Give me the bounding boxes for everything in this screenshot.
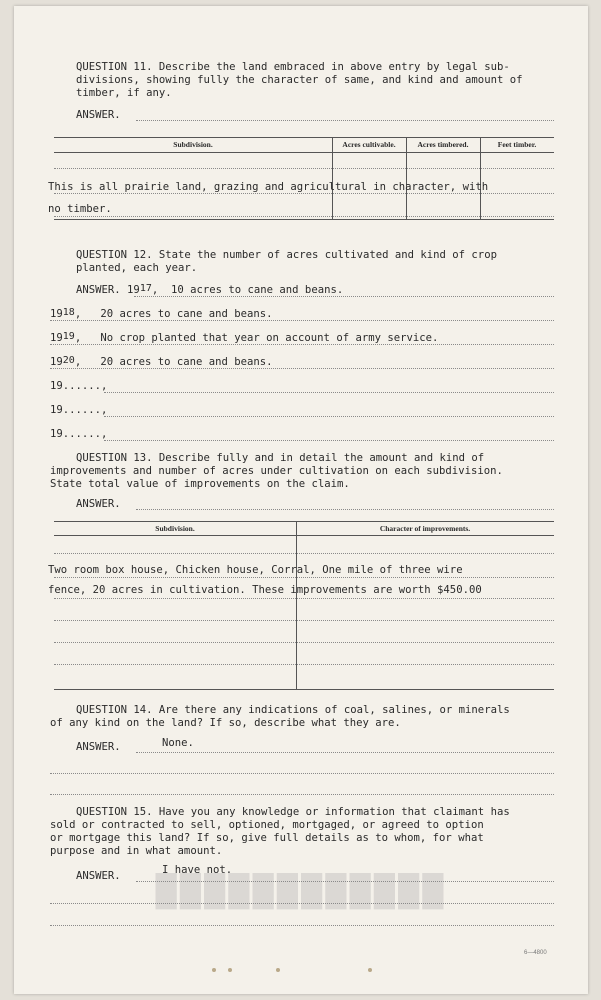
q11-answer-line-2: no timber. [48, 203, 112, 215]
q14-line-1: QUESTION 14. Are there any indications of coal, salines, or minerals [76, 704, 510, 716]
form-number: 6—4800 [524, 950, 547, 956]
q15-line-1: QUESTION 15. Have you any knowledge or information that claimant has [76, 806, 510, 818]
q12-row-4: 1920, 20 acres to cane and beans. [50, 355, 273, 368]
year-prefix: 19 [50, 332, 63, 344]
document-page [14, 6, 588, 994]
q14-line-2: of any kind on the land? If so, describe what they are. [50, 717, 401, 729]
q15-line-4: purpose and in what amount. [50, 845, 223, 857]
q12-row-1: ANSWER. 1917, 10 acres to cane and beans. [76, 283, 344, 296]
q12-dotline-6 [104, 416, 554, 417]
year-value: 18 [62, 307, 75, 318]
q11-header-acres-cultivable: Acres cultivable. [342, 140, 396, 149]
q13-answer-line-2: fence, 20 acres in cultivation. These improvements are worth $450.00 [48, 584, 482, 596]
q13-header-subdivision: Subdivision. [155, 524, 195, 533]
crop-text: 20 acres to cane and beans. [100, 356, 273, 368]
bleed-through-text: ████████████ [155, 875, 447, 908]
year-prefix: 19 [50, 380, 63, 392]
q15-dotline-3 [50, 925, 554, 926]
crop-text: No crop planted that year on account of army service. [100, 332, 439, 344]
year-prefix: 19 [50, 356, 63, 368]
q12-row-6: 19......, [50, 404, 108, 416]
q13-answer-label: ANSWER. [76, 498, 121, 510]
q11-answer-dotline [136, 120, 554, 121]
q15-line-3: or mortgage this land? If so, give full details as to whom, for what [50, 832, 484, 844]
q14-answer: None. [162, 737, 194, 749]
q12-line-1: QUESTION 12. State the number of acres cultivated and kind of crop [76, 249, 497, 261]
q13-answer-dotline [136, 509, 554, 510]
q12-row-7: 19......, [50, 428, 108, 440]
q13-line-3: State total value of improvements on the claim. [50, 478, 350, 490]
q13-line-2: improvements and number of acres under cultivation on each subdivision. [50, 465, 503, 477]
year-prefix: 19 [50, 308, 63, 320]
q11-answer-line-1: This is all prairie land, grazing and agricultural in character, with [48, 181, 489, 193]
q13-line-1: QUESTION 13. Describe fully and in detail the amount and kind of [76, 452, 485, 464]
q15-answer-label: ANSWER. [76, 870, 121, 882]
q13-answer-line-1: Two room box house, Chicken house, Corral, One mile of three wire [48, 564, 463, 576]
q14-dotline-1 [136, 752, 554, 753]
q11-header-subdivision: Subdivision. [173, 140, 213, 149]
q12-dotline-3 [50, 344, 554, 345]
q14-dotline-3 [50, 794, 554, 795]
q14-answer-label: ANSWER. [76, 741, 121, 753]
year-value: 20 [62, 355, 75, 366]
year-prefix: 19 [50, 404, 63, 416]
q11-header-feet-timber: Feet timber. [497, 140, 537, 149]
q12-answer-label: ANSWER. [76, 284, 121, 296]
year-prefix: 19 [50, 428, 63, 440]
year-value: 17 [139, 283, 152, 294]
q15-dotline-1 [136, 881, 554, 882]
year-prefix: 19 [127, 284, 140, 296]
q12-row-5: 19......, [50, 380, 108, 392]
crop-text: 10 acres to cane and beans. [171, 284, 344, 296]
q11-line-3: timber, if any. [76, 87, 172, 99]
q11-line-2: divisions, showing fully the character of same, and kind and amount of [76, 74, 523, 86]
q12-row-3: 1919, No crop planted that year on account of army service. [50, 331, 439, 344]
q12-line-2: planted, each year. [76, 262, 198, 274]
q11-line-1: QUESTION 11. Describe the land embraced in above entry by legal sub- [76, 61, 510, 73]
q12-dotline-4 [50, 368, 554, 369]
q13-header-character-of-improvements: Character of improvements. [379, 524, 471, 533]
q12-dotline-1 [134, 296, 554, 297]
q12-row-2: 1918, 20 acres to cane and beans. [50, 307, 273, 320]
q15-line-2: sold or contracted to sell, optioned, mortgaged, or agreed to option [50, 819, 484, 831]
q12-dotline-2 [50, 320, 554, 321]
q15-answer: I have not. [162, 864, 233, 876]
year-value: 19 [62, 331, 75, 342]
q12-dotline-5 [104, 392, 554, 393]
q11-header-acres-timbered: Acres timbered. [417, 140, 469, 149]
q15-dotline-2 [50, 903, 554, 904]
q12-dotline-7 [104, 440, 554, 441]
q14-dotline-2 [50, 773, 554, 774]
q11-answer-label: ANSWER. [76, 109, 121, 121]
crop-text: 20 acres to cane and beans. [100, 308, 273, 320]
